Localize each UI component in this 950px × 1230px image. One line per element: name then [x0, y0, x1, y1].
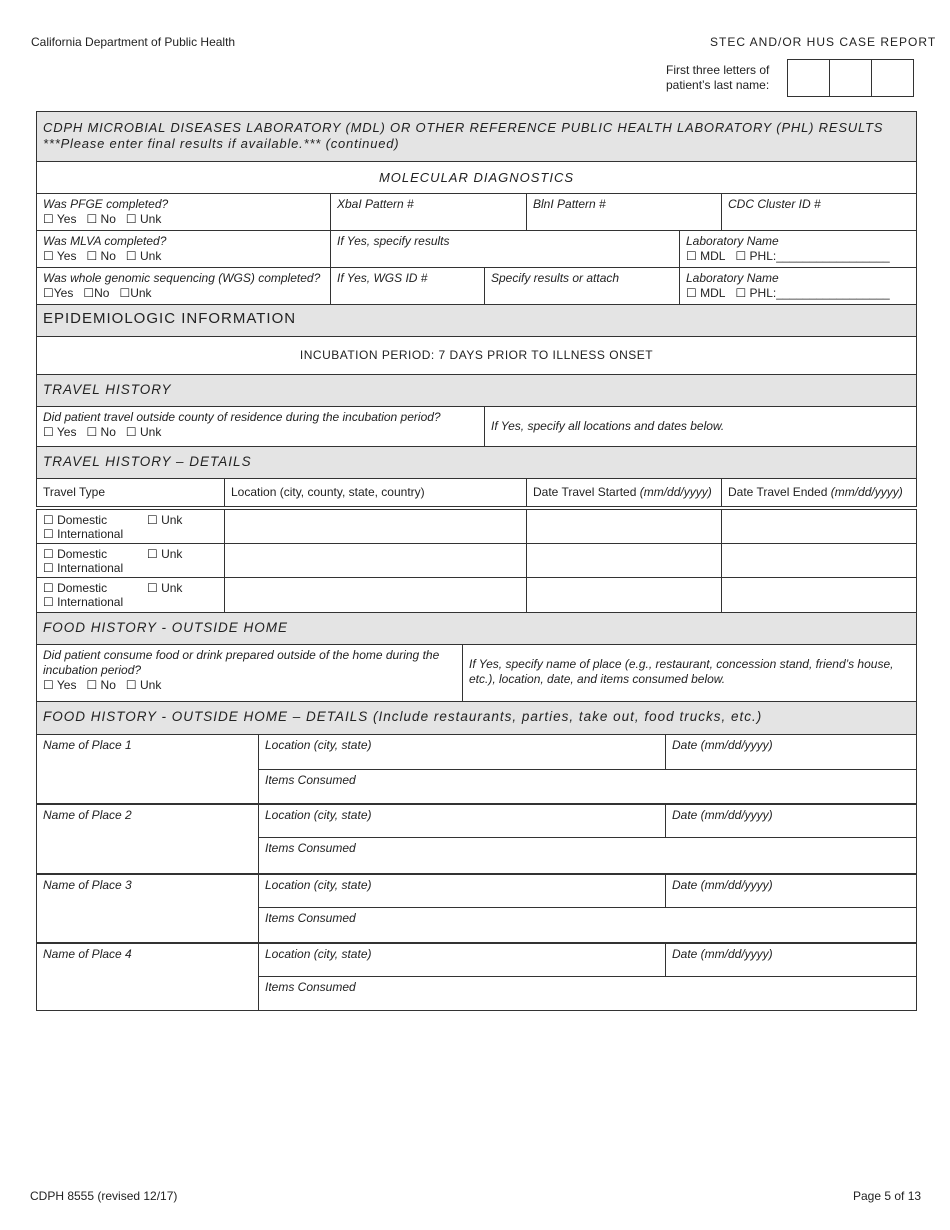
place-date-input[interactable]: Date (mm/dd/yyyy) — [672, 808, 773, 822]
travel-yes[interactable]: ☐ Yes — [43, 425, 77, 439]
place-name-input[interactable]: Name of Place 3 — [37, 875, 259, 942]
mlva-results-field[interactable]: If Yes, specify results — [331, 231, 680, 267]
mlva-row: Was MLVA completed? ☐ Yes ☐ No ☐ Unk If Yes, specify results Laboratory Name ☐ MDL ☐ PHL:_________________ — [36, 231, 917, 268]
food-question-row: Did patient consume food or drink prepared outside of the home during the incubation period? ☐ Yes ☐ No ☐ Unk If Yes, specify name of place (e.g., restaurant, concession stand, friend’s house, etc.), location, date, and items consumed below. — [36, 645, 917, 702]
food-yes[interactable]: ☐ Yes — [43, 678, 77, 692]
travel-international[interactable]: ☐ International — [43, 527, 124, 541]
mlva-yes[interactable]: ☐ Yes — [43, 249, 77, 263]
travel-end-input[interactable] — [722, 510, 916, 543]
travel-start-input[interactable] — [527, 544, 722, 577]
place-items-input[interactable]: Items Consumed — [265, 911, 356, 925]
wgs-row: Was whole genomic sequencing (WGS) completed? ☐Yes ☐No ☐Unk If Yes, WGS ID # Specify results or attach Laboratory Name ☐ MDL ☐ PHL:_________________ — [36, 268, 917, 305]
pfge-yes[interactable]: ☐ Yes — [43, 212, 77, 226]
initial-box-3[interactable] — [872, 60, 913, 96]
place-date-input[interactable]: Date (mm/dd/yyyy) — [672, 947, 773, 961]
place-name-input[interactable]: Name of Place 4 — [37, 944, 259, 1010]
place-name-input[interactable]: Name of Place 2 — [37, 805, 259, 873]
place-location-input[interactable]: Location (city, state) — [259, 735, 666, 769]
travel-end-input[interactable] — [722, 544, 916, 577]
mlva-unk[interactable]: ☐ Unk — [125, 249, 162, 263]
food-place-block — [36, 874, 917, 943]
food-details-header: FOOD HISTORY - OUTSIDE HOME – DETAILS (Include restaurants, parties, take out, food trucks, etc.) — [36, 702, 917, 735]
travel-row — [36, 544, 917, 578]
wgs-yes[interactable]: ☐Yes — [43, 286, 74, 300]
epi-header: EPIDEMIOLOGIC INFORMATION — [36, 305, 917, 337]
lab-section-title: CDPH MICROBIAL DISEASES LABORATORY (MDL) OR OTHER REFERENCE PUBLIC HEALTH LABORATORY (PHL) RESULTS — [43, 120, 884, 135]
department-name: California Department of Public Health — [31, 35, 236, 49]
food-no[interactable]: ☐ No — [86, 678, 116, 692]
report-title: STEC AND/OR HUS CASE REPORT — [710, 35, 937, 49]
lab-section-header: CDPH MICROBIAL DISEASES LABORATORY (MDL) OR OTHER REFERENCE PUBLIC HEALTH LABORATORY (PHL) RESULTS ***Please enter final results if available.*** (continued) — [36, 111, 917, 162]
pfge-row: Was PFGE completed? ☐ Yes ☐ No ☐ Unk XbaI Pattern # BlnI Pattern # CDC Cluster ID # — [36, 194, 917, 231]
lab-note: ***Please enter final results if available.*** — [43, 136, 322, 151]
place-location-input[interactable]: Location (city, state) — [259, 805, 666, 837]
mlva-phl[interactable]: ☐ PHL:_________________ — [735, 249, 890, 263]
place-location-input[interactable]: Location (city, state) — [259, 944, 666, 976]
xbal-field[interactable]: XbaI Pattern # — [331, 194, 527, 230]
travel-start-input[interactable] — [527, 510, 722, 543]
place-items-input[interactable]: Items Consumed — [265, 980, 356, 994]
wgs-id-field[interactable]: If Yes, WGS ID # — [331, 268, 485, 304]
initials-label: First three letters of patient’s last name: — [666, 63, 770, 92]
place-items-input[interactable]: Items Consumed — [265, 773, 356, 787]
form-body — [36, 111, 917, 1011]
initial-box-2[interactable] — [830, 60, 872, 96]
place-name-input[interactable]: Name of Place 1 — [37, 735, 259, 803]
wgs-mdl[interactable]: ☐ MDL — [686, 286, 726, 300]
food-place-block — [36, 943, 917, 1011]
place-location-input[interactable]: Location (city, state) — [259, 875, 666, 907]
travel-domestic[interactable]: ☐ Domestic — [43, 547, 108, 561]
travel-location-input[interactable] — [225, 510, 527, 543]
place-items-input[interactable]: Items Consumed — [265, 841, 356, 855]
travel-details-header: TRAVEL HISTORY – DETAILS — [36, 447, 917, 479]
travel-location-input[interactable] — [225, 578, 527, 612]
travel-domestic[interactable]: ☐ Domestic — [43, 513, 108, 527]
cdc-cluster-field[interactable]: CDC Cluster ID # — [728, 197, 821, 211]
travel-row — [36, 509, 917, 544]
wgs-no[interactable]: ☐No — [83, 286, 110, 300]
mlva-mdl[interactable]: ☐ MDL — [686, 249, 726, 263]
travel-columns: Travel Type Location (city, county, state, country) Date Travel Started (mm/dd/yyyy) Date Travel Ended (mm/dd/yyyy) — [36, 479, 917, 507]
mlva-no[interactable]: ☐ No — [86, 249, 116, 263]
molecular-header: MOLECULAR DIAGNOSTICS — [36, 162, 917, 194]
travel-type-unk[interactable]: ☐ Unk — [147, 547, 183, 561]
initials-boxes — [787, 59, 914, 97]
travel-domestic[interactable]: ☐ Domestic — [43, 581, 108, 595]
travel-question-row: Did patient travel outside county of residence during the incubation period? ☐ Yes ☐ No ☐ Unk If Yes, specify all locations and dates below. — [36, 407, 917, 447]
wgs-phl[interactable]: ☐ PHL:_________________ — [735, 286, 890, 300]
wgs-unk[interactable]: ☐Unk — [119, 286, 152, 300]
travel-row — [36, 578, 917, 613]
travel-start-input[interactable] — [527, 578, 722, 612]
travel-international[interactable]: ☐ International — [43, 595, 124, 609]
page-number: Page 5 of 13 — [853, 1189, 922, 1203]
blnl-field[interactable]: BlnI Pattern # — [527, 194, 722, 230]
place-date-input[interactable]: Date (mm/dd/yyyy) — [672, 878, 773, 892]
wgs-results-field[interactable]: Specify results or attach — [485, 268, 680, 304]
form-id: CDPH 8555 (revised 12/17) — [30, 1189, 178, 1203]
travel-type-unk[interactable]: ☐ Unk — [147, 513, 183, 527]
food-place-block — [36, 735, 917, 804]
food-place-block — [36, 804, 917, 874]
travel-no[interactable]: ☐ No — [86, 425, 116, 439]
travel-location-input[interactable] — [225, 544, 527, 577]
place-date-input[interactable]: Date (mm/dd/yyyy) — [672, 738, 773, 752]
travel-type-unk[interactable]: ☐ Unk — [147, 581, 183, 595]
food-unk[interactable]: ☐ Unk — [125, 678, 162, 692]
food-header: FOOD HISTORY - OUTSIDE HOME — [36, 613, 917, 645]
pfge-no[interactable]: ☐ No — [86, 212, 116, 226]
incubation-row: INCUBATION PERIOD: 7 DAYS PRIOR TO ILLNESS ONSET — [36, 337, 917, 375]
pfge-unk[interactable]: ☐ Unk — [125, 212, 162, 226]
travel-unk[interactable]: ☐ Unk — [125, 425, 162, 439]
travel-international[interactable]: ☐ International — [43, 561, 124, 575]
initial-box-1[interactable] — [788, 60, 830, 96]
travel-header: TRAVEL HISTORY — [36, 375, 917, 407]
travel-end-input[interactable] — [722, 578, 916, 612]
